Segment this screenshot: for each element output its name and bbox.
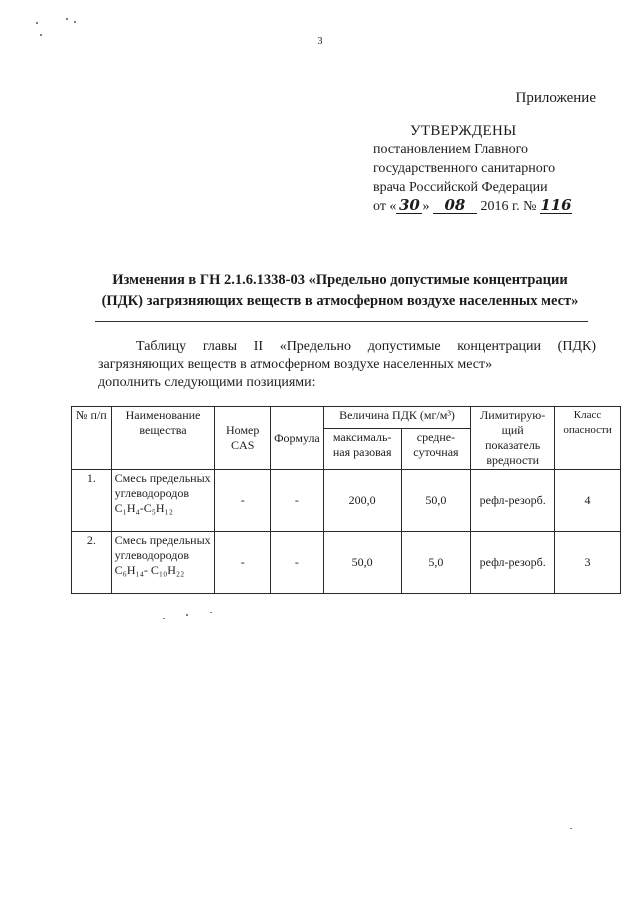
row-class: 3 — [555, 532, 621, 594]
row-avg: 50,0 — [401, 470, 471, 532]
row-formula-text: C₆H₁₄- C₁₀H₂₂ — [114, 563, 185, 577]
table-row — [72, 532, 621, 594]
date-month-handwritten: 08 — [433, 197, 477, 214]
row-limit: рефл-резорб. — [471, 532, 555, 594]
intro-text-2: дополнить следующими позициями: — [98, 375, 316, 390]
decree-line-2: государственного санитарного — [373, 161, 556, 176]
title-divider — [95, 321, 588, 322]
title-line-1: Изменения в ГН 2.1.6.1338-03 «Предельно допустимые концентрации — [112, 272, 568, 288]
scan-speck — [210, 612, 212, 613]
date-prefix: от « — [373, 199, 397, 214]
header-class: Класс опасности — [555, 407, 621, 470]
decree-line-3: врача Российской Федерации — [373, 180, 548, 195]
row-name-text: Смесь предельных углеводородов — [114, 533, 211, 562]
decree-block — [373, 140, 613, 216]
document-title — [60, 270, 620, 312]
row-num: 1. — [72, 470, 112, 532]
header-pdk: Величина ПДК (мг/м³) — [323, 407, 471, 429]
decree-line-1: постановлением Главного — [373, 142, 528, 157]
approved-label: УТВЕРЖДЕНЫ — [410, 123, 517, 139]
table-header-row — [72, 407, 621, 429]
header-name: Наименование вещества — [111, 407, 215, 470]
intro-text: Таблицу главы II «Предельно допустимые концентрации (ПДК) загрязняющих веществ в атмосферном воздухе населенных мест» — [98, 339, 596, 372]
scan-speck — [66, 18, 68, 20]
header-max: максималь-ная разовая — [323, 429, 401, 470]
appendix-label: Приложение — [515, 90, 596, 106]
pdk-table — [71, 406, 621, 594]
scan-speck — [570, 828, 572, 829]
row-max: 200,0 — [323, 470, 401, 532]
title-line-2: (ПДК) загрязняющих веществ в атмосферном воздухе населенных мест» — [101, 293, 579, 309]
scan-speck — [36, 22, 38, 24]
row-cas: - — [215, 532, 271, 594]
scan-speck — [40, 34, 42, 36]
date-day-handwritten: 30 — [396, 197, 422, 214]
header-avg: средне-суточная — [401, 429, 471, 470]
decree-number-handwritten: 116 — [540, 196, 572, 214]
row-name — [111, 532, 215, 594]
intro-paragraph — [98, 338, 596, 392]
scan-speck — [163, 618, 165, 619]
row-name-text: Смесь предельных углеводородов — [114, 471, 211, 500]
table-row — [72, 470, 621, 532]
header-cas: Номер CAS — [215, 407, 271, 470]
header-formula: Формула — [271, 407, 324, 470]
page-number: 3 — [317, 36, 323, 47]
header-limit: Лимитирую-щий показатель вредности — [471, 407, 555, 470]
row-formula: - — [271, 532, 324, 594]
row-class: 4 — [555, 470, 621, 532]
row-avg: 5,0 — [401, 532, 471, 594]
row-max: 50,0 — [323, 532, 401, 594]
scan-speck — [74, 21, 76, 23]
row-num: 2. — [72, 532, 112, 594]
decree-date-line — [373, 197, 613, 216]
row-formula: - — [271, 470, 324, 532]
row-formula-text: C₁H₄-C₅H₁₂ — [114, 501, 173, 515]
row-cas: - — [215, 470, 271, 532]
row-limit: рефл-резорб. — [471, 470, 555, 532]
row-name — [111, 470, 215, 532]
date-year: 2016 г. № — [480, 199, 537, 214]
date-sep: » — [422, 199, 430, 214]
header-num: № п/п — [72, 407, 112, 470]
scan-speck — [186, 614, 188, 616]
